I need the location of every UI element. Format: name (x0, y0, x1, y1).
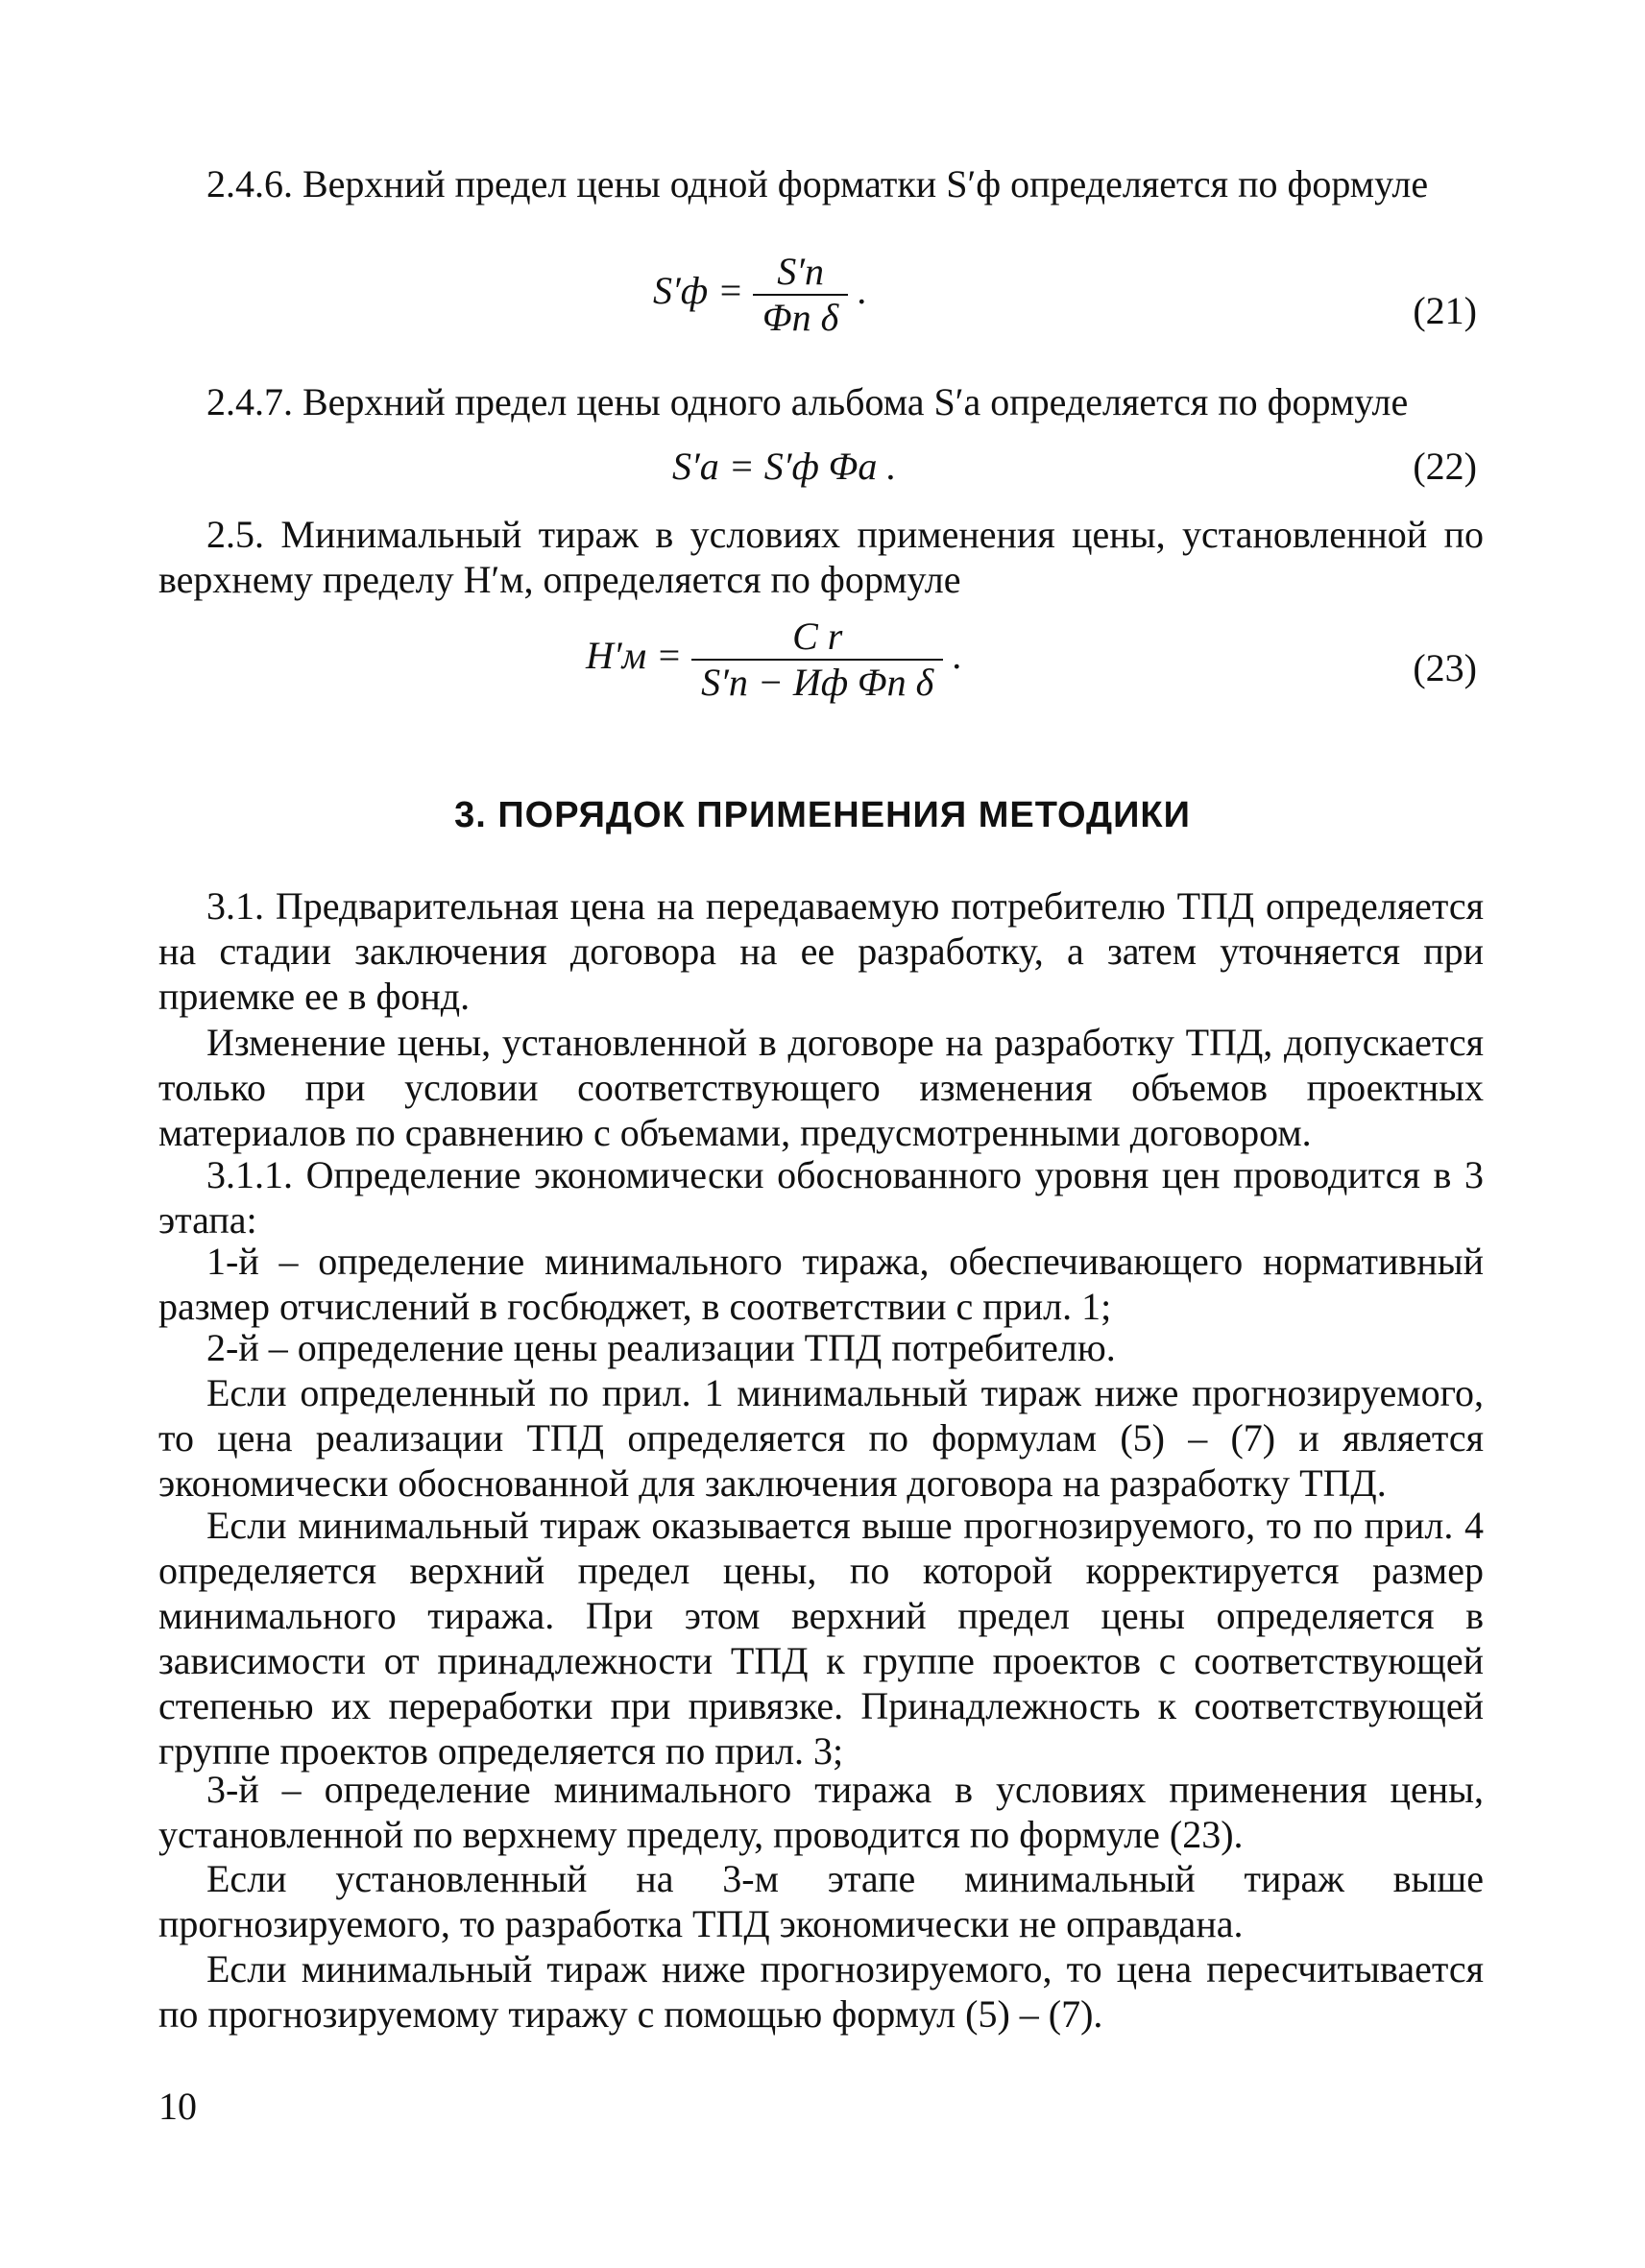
formula-23-tail: . (953, 634, 963, 678)
equation-number-21: (21) (1413, 289, 1477, 332)
formula-23-fraction (691, 615, 943, 705)
formula-21-tail: . (858, 269, 868, 313)
paragraph-3-1-1: 3.1.1. Определение экономически обоснованного уровня цен проводится в 3 этапа: (158, 1153, 1484, 1242)
paragraph-stage-2: 2-й – определение цены реализации ТПД потребителю. (206, 1326, 1116, 1369)
formula-22: S′а = S′ф Φа . (672, 445, 897, 488)
equation-number-22: (22) (1413, 445, 1477, 488)
section-heading: 3. ПОРЯДОК ПРИМЕНЕНИЯ МЕТОДИКИ (454, 795, 1191, 835)
formula-21-lhs: S′ф = (653, 269, 744, 313)
paragraph-price-change: Изменение цены, установленной в договоре на разработку ТПД, допускается только при условии соответствующего изменения объемов проектных материалов по сравнению с объемами, предусмотренными договором. (158, 1021, 1484, 1154)
paragraph-if-determined: Если определенный по прил. 1 минимальный тираж ниже прогнозируемого, то цена реализации ТПД определяется по формулам (5) – (7) и является экономически обоснованной для заключения договора на разработку ТПД. (158, 1371, 1484, 1505)
formula-23 (586, 615, 962, 705)
paragraph-if-lower: Если минимальный тираж ниже прогнозируемого, то цена пересчитывается по прогнозируемому тиражу с помощью формул (5) – (7). (158, 1947, 1484, 2036)
formula-21-fraction (753, 250, 848, 340)
formula-23-denominator: S′п − Иф Φп δ (701, 661, 934, 704)
formula-21 (653, 250, 867, 340)
formula-23-numerator: C r (691, 615, 943, 661)
paragraph-2-4-7: 2.4.7. Верхний предел цены одного альбома S′а определяется по формуле (206, 380, 1409, 423)
paragraph-3-1: 3.1. Предварительная цена на передаваемую потребителю ТПД определяется на стадии заключения договора на ее разработку, а затем уточняется при приемке ее в фонд. (158, 884, 1484, 1018)
page-number: 10 (158, 2085, 197, 2128)
equation-number-23: (23) (1413, 646, 1477, 689)
formula-21-numerator: S′п (753, 250, 848, 296)
paragraph-stage-1: 1-й – определение минимального тиража, обеспечивающего нормативный размер отчислений в госбюджет, в соответствии с прил. 1; (158, 1240, 1484, 1328)
paragraph-2-5: 2.5. Минимальный тираж в условиях применения цены, установленной по верхнему пределу H′м, определяется по формуле (158, 513, 1484, 601)
paragraph-stage-3: 3-й – определение минимального тиража в условиях применения цены, установленной по верхнему пределу, проводится по формуле (23). (158, 1768, 1484, 1856)
formula-23-lhs: H′м = (586, 634, 683, 678)
paragraph-if-higher: Если минимальный тираж оказывается выше прогнозируемого, то по прил. 4 определяется верхний предел цены, по которой корректируется размер минимального тиража. При этом верхний предел цены определяется в зависимости от принадлежности ТПД к группе проектов с соответствующей степенью их переработки при привязке. Принадлежность к соответствующей группе проектов определяется по прил. 3; (158, 1504, 1484, 1773)
paragraph-if-established: Если установленный на 3-м этапе минимальный тираж выше прогнозируемого, то разработка ТПД экономически не оправдана. (158, 1857, 1484, 1945)
formula-21-denominator: Φп δ (762, 296, 839, 339)
paragraph-2-4-6: 2.4.6. Верхний предел цены одной форматки S′ф определяется по формуле (206, 162, 1429, 205)
